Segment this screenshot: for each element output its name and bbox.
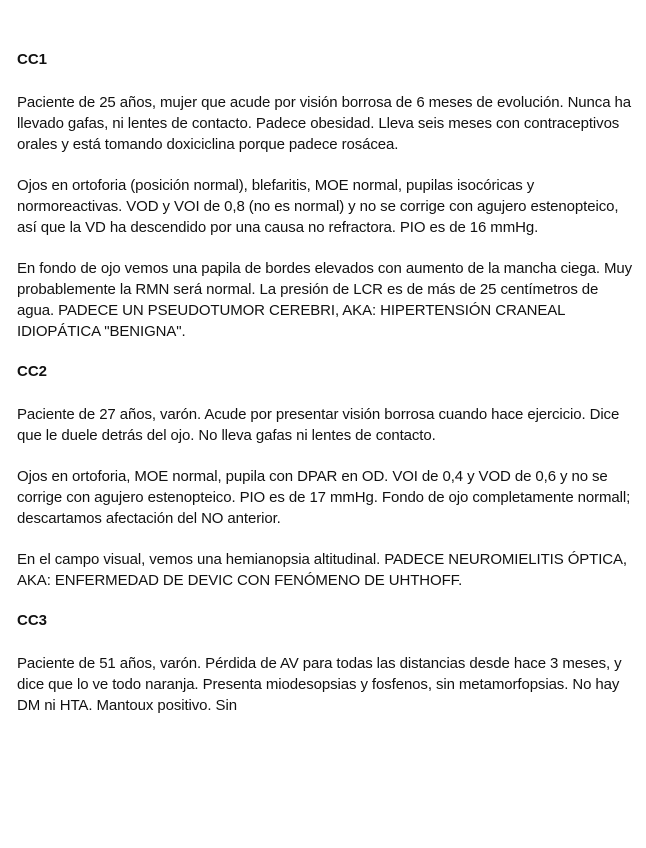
case-heading: CC2	[17, 363, 48, 380]
case-paragraph: Paciente de 51 años, varón. Pérdida de AV para todas las distancias desde hace 3 meses, y dice que lo ve todo naranja. Presenta miodesopsias y fosfenos, sin metamorfopsias. No hay DM ni HTA. Mantoux positivo. Sin	[17, 655, 622, 714]
case-paragraph: Paciente de 27 años, varón. Acude por presentar visión borrosa cuando hace ejercicio. Dice que le duele detrás del ojo. No lleva gafas ni lentes de contacto.	[17, 406, 620, 444]
case-paragraph: Paciente de 25 años, mujer que acude por visión borrosa de 6 meses de evolución. Nunca ha llevado gafas, ni lentes de contacto. Padece obesidad. Lleva seis meses con contraceptivos orales y está tomando doxiciclina porque padece rosácea.	[17, 94, 631, 153]
case-paragraph: Ojos en ortoforia, MOE normal, pupila con DPAR en OD. VOI de 0,4 y VOD de 0,6 y no se corrige con agujero estenopteico. PIO es de 17 mmHg. Fondo de ojo completamente normall; descartamos afectación del NO anterior.	[17, 468, 631, 527]
document-page	[17, 50, 635, 736]
case-paragraph: Ojos en ortoforia (posición normal), blefaritis, MOE normal, pupilas isocóricas y normoreactivas. VOD y VOI de 0,8 (no es normal) y no se corrige con agujero estenopteico, así que la VD ha descendido por una causa no refractora. PIO es de 16 mmHg.	[17, 177, 619, 236]
case-section-cc1	[17, 50, 635, 342]
case-paragraph: En el campo visual, vemos una hemianopsia altitudinal. PADECE NEUROMIELITIS ÓPTICA, AKA: ENFERMEDAD DE DEVIC CON FENÓMENO DE UHTHOFF.	[17, 551, 628, 589]
case-heading: CC3	[17, 612, 48, 629]
case-paragraph: En fondo de ojo vemos una papila de bordes elevados con aumento de la mancha ciega. Muy probablemente la RMN será normal. La presión de LCR es de más de 25 centímetros de agua. PADECE UN PSEUDOTUMOR CEREBRI, AKA: HIPERTENSIÓN CRANEAL IDIOPÁTICA "BENIGNA".	[17, 260, 633, 340]
case-heading: CC1	[17, 51, 48, 68]
case-section-cc3	[17, 611, 635, 716]
case-section-cc2	[17, 362, 635, 591]
